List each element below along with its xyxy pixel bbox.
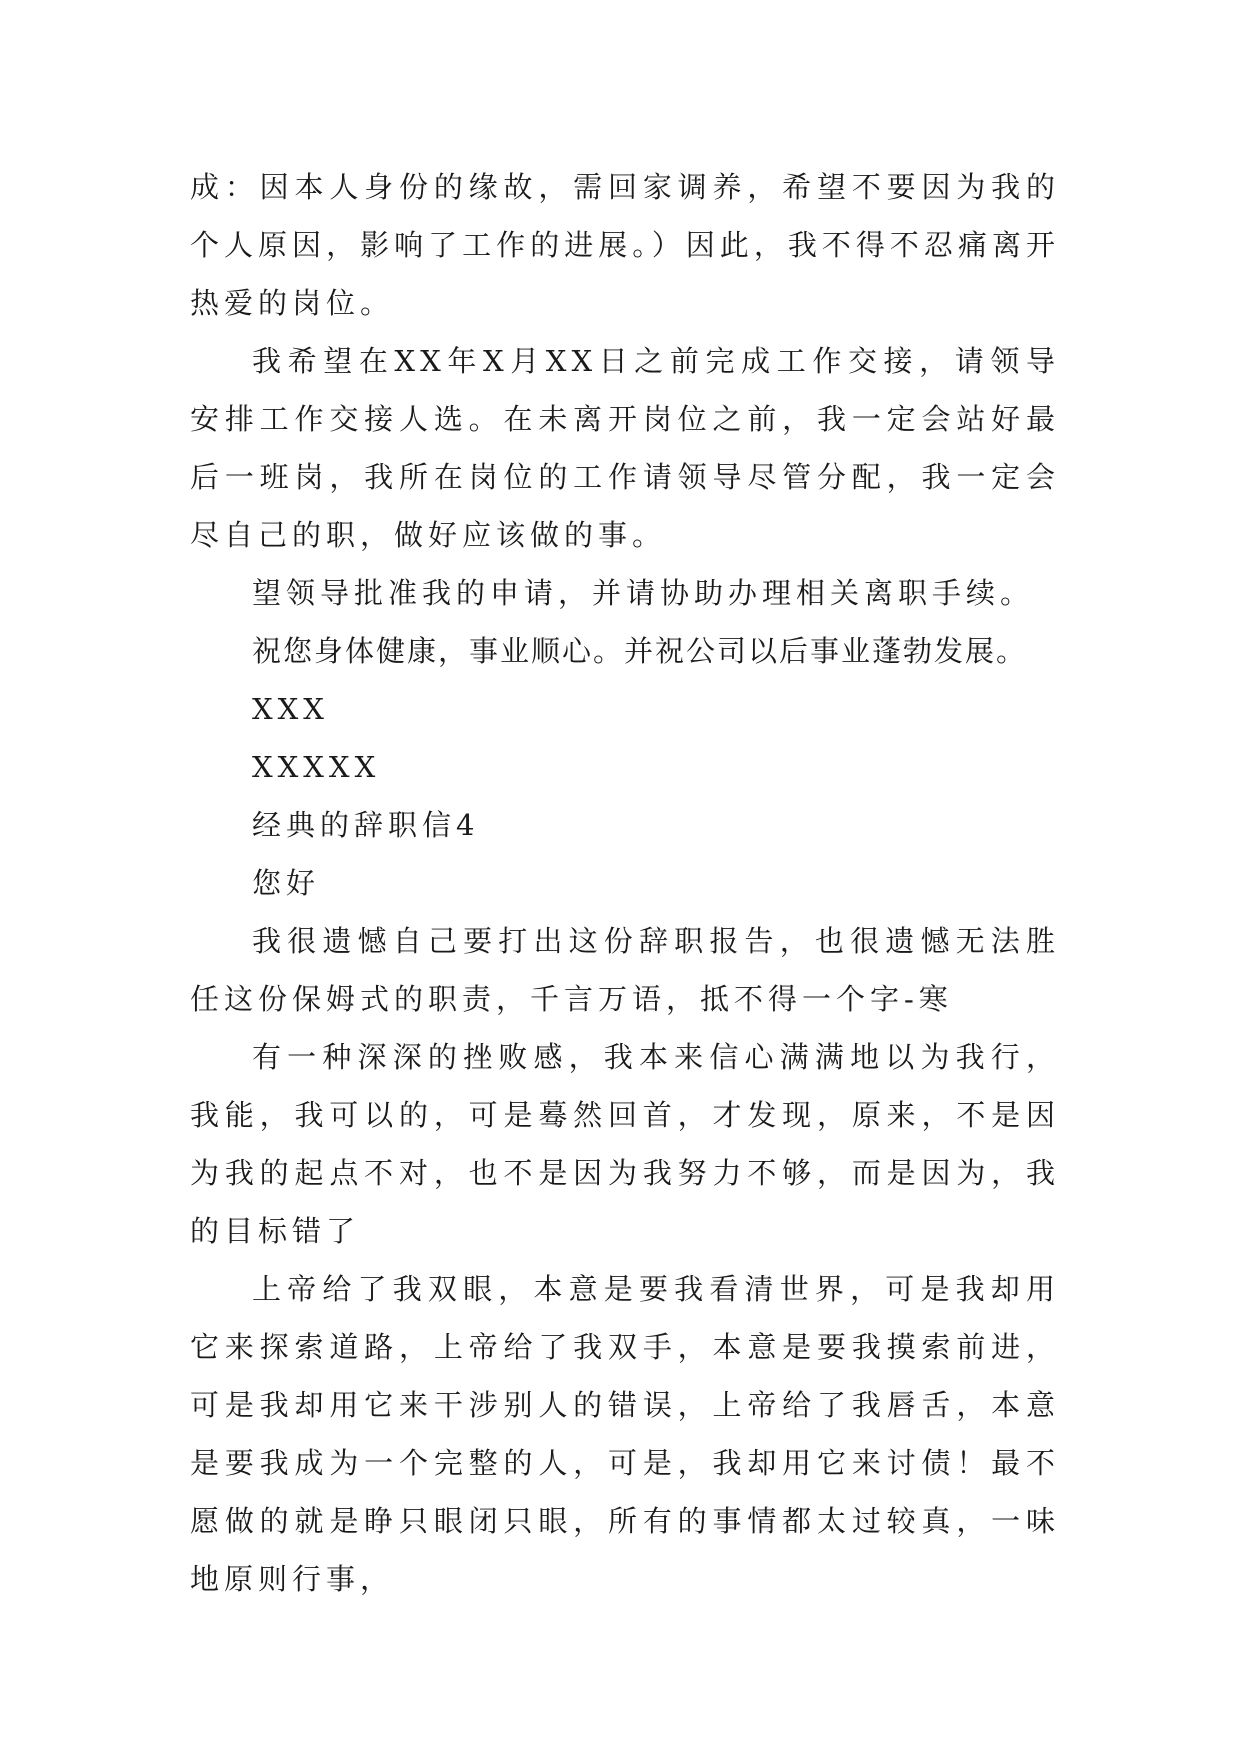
paragraph-10: 有一种深深的挫败感，我本来信心满满地以为我行，我能，我可以的，可是蓦然回首，才发现，原来，不是因为我的起点不对，也不是因为我努力不够，而是因为，我的目标错了 bbox=[190, 1040, 1060, 1248]
paragraph-1: 成：因本人身份的缘故，需回家调养，希望不要因为我的个人原因，影响了工作的进展。）因此，我不得不忍痛离开热爱的岗位。 bbox=[190, 170, 1060, 320]
document-body bbox=[190, 158, 1060, 1608]
signature-name: XXX bbox=[252, 692, 329, 726]
section-heading: 经典的辞职信4 bbox=[252, 808, 480, 842]
paragraph-11: 上帝给了我双眼，本意是要我看清世界，可是我却用它来探索道路，上帝给了我双手，本意是要我摸索前进，可是我却用它来干涉别人的错误，上帝给了我唇舌，本意是要我成为一个完整的人，可是，我却用它来讨债！最不愿做的就是睁只眼闭只眼，所有的事情都太过较真，一味地原则行事， bbox=[190, 1272, 1060, 1596]
signature-date: XXXXX bbox=[252, 750, 381, 784]
paragraph-9: 我很遗憾自己要打出这份辞职报告，也很遗憾无法胜任这份保姆式的职责，千言万语，抵不得一个字-寒 bbox=[190, 924, 1060, 1016]
paragraph-4: 祝您身体健康，事业顺心。并祝公司以后事业蓬勃发展。 bbox=[252, 634, 1028, 668]
greeting: 您好 bbox=[252, 866, 321, 900]
paragraph-2: 我希望在XX年X月XX日之前完成工作交接，请领导安排工作交接人选。在未离开岗位之前，我一定会站好最后一班岗，我所在岗位的工作请领导尽管分配，我一定会尽自己的职，做好应该做的事。 bbox=[190, 344, 1060, 552]
paragraph-3: 望领导批准我的申请，并请协助办理相关离职手续。 bbox=[252, 576, 1035, 610]
